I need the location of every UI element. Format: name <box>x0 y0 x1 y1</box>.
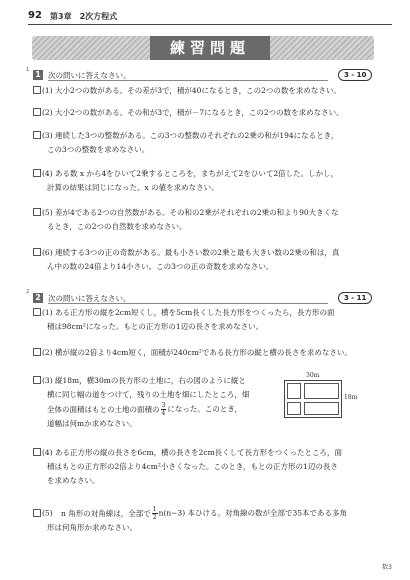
problem-2-5: (5) n 角形の対角線は，全部で $\frac{1}{2}$ n(n−3) 本ひける。対角線の数が全部で35本である多角 形は何角形か求めなさい。 <box>33 506 373 535</box>
field-plot <box>287 402 301 415</box>
header-rule <box>28 24 392 25</box>
section-number: 1 <box>33 70 43 80</box>
problem-1-3: (3) 連続した3つの整数がある。この3つの整数のそれぞれの2乗の和が194になるとき， この3つの整数を求めなさい。 <box>33 129 373 157</box>
checkbox-icon[interactable] <box>33 308 41 316</box>
section-rule <box>48 80 328 81</box>
checkbox-icon[interactable] <box>33 248 41 256</box>
checkbox-icon[interactable] <box>33 108 41 116</box>
reference-badge: 3 - 11 <box>338 292 372 304</box>
checkbox-icon[interactable] <box>33 86 41 94</box>
problem-1-1: (1) 大小2つの数がある。その差が3で，積が40になるとき，この2つの数を求めなさい。 <box>33 84 373 98</box>
field-plot <box>304 383 339 399</box>
chapter-title: 第3章 2次方程式 <box>50 12 118 21</box>
height-label: 18m <box>344 394 358 401</box>
section-marker: 1 <box>26 67 30 73</box>
section-rule <box>48 303 328 304</box>
problem-1-2: (2) 大小2つの数がある。その和が3で，積が－7になるとき，この2つの数を求めなさい。 <box>33 106 373 120</box>
checkbox-icon[interactable] <box>33 376 41 384</box>
fraction: $\frac{1}{2}$ <box>152 506 157 521</box>
field-plot <box>287 383 301 399</box>
field-plot <box>304 402 339 415</box>
banner-title: 練習問題 <box>150 36 270 60</box>
problem-2-2: (2) 横が縦の2倍より4cm短く，面積が240cm²である長方形の縦と横の長さを求めなさい。 <box>33 346 373 360</box>
section-instruction: 次の問いに答えなさい。 <box>48 294 131 303</box>
page-number: 92 <box>28 10 42 21</box>
problem-1-5: (5) 差が4である2つの自然数がある。その和の2乗がそれぞれの2乗の和より90大きくな るとき，この2つの自然数を求めなさい。 <box>33 206 373 234</box>
reference-badge: 3 - 10 <box>338 69 372 81</box>
checkbox-icon[interactable] <box>33 509 41 517</box>
checkbox-icon[interactable] <box>33 348 41 356</box>
checkbox-icon[interactable] <box>33 208 41 216</box>
footer-label: 数3 <box>382 564 392 571</box>
problem-1-4: (4) ある数 x から4をひいて2乗するところを，まちがえて2をひいて2倍した。しかし， 計算の結果は同じになった。x の値を求めなさい。 <box>33 167 373 195</box>
problem-2-4: (4) ある正方形の縦の長さを6cm，横の長さを2cm長くして長方形をつくったところ，面 積はもとの正方形の2倍より4cm²小さくなった。このとき，もとの正方形の1辺の長さ を求めなさい。 <box>33 446 373 488</box>
field-diagram <box>284 372 358 420</box>
fraction: $\frac{3}{4}$ <box>161 402 166 417</box>
problem-2-3: (3) 縦18m，横30mの長方形の土地に，右の図のように縦と 横に同じ幅の道をつけて，残りの土地を畑にしたところ，畑 全体の面積はもとの土地の面積の $\frac{3}{4}$ になった。このとき， 道幅は何mか求めなさい。 <box>33 374 283 431</box>
problem-2-1: (1) ある正方形の縦を2cm短くし，横を5cm長くした長方形をつくったら，長方形の面 積は98cm²になった。もとの正方形の1辺の長さを求めなさい。 <box>33 306 373 334</box>
section-instruction: 次の問いに答えなさい。 <box>48 71 131 80</box>
section-number: 2 <box>33 293 43 303</box>
width-label: 30m <box>306 372 320 379</box>
land-rectangle <box>284 380 342 418</box>
checkbox-icon[interactable] <box>33 169 41 177</box>
problem-1-6: (6) 連続する3つの正の奇数がある。最も小さい数の2乗と最も大きい数の2乗の和は，真 ん中の数の24倍より14小さい。この3つの正の奇数を求めなさい。 <box>33 246 373 274</box>
checkbox-icon[interactable] <box>33 448 41 456</box>
section-marker: 2 <box>26 289 30 295</box>
checkbox-icon[interactable] <box>33 131 41 139</box>
